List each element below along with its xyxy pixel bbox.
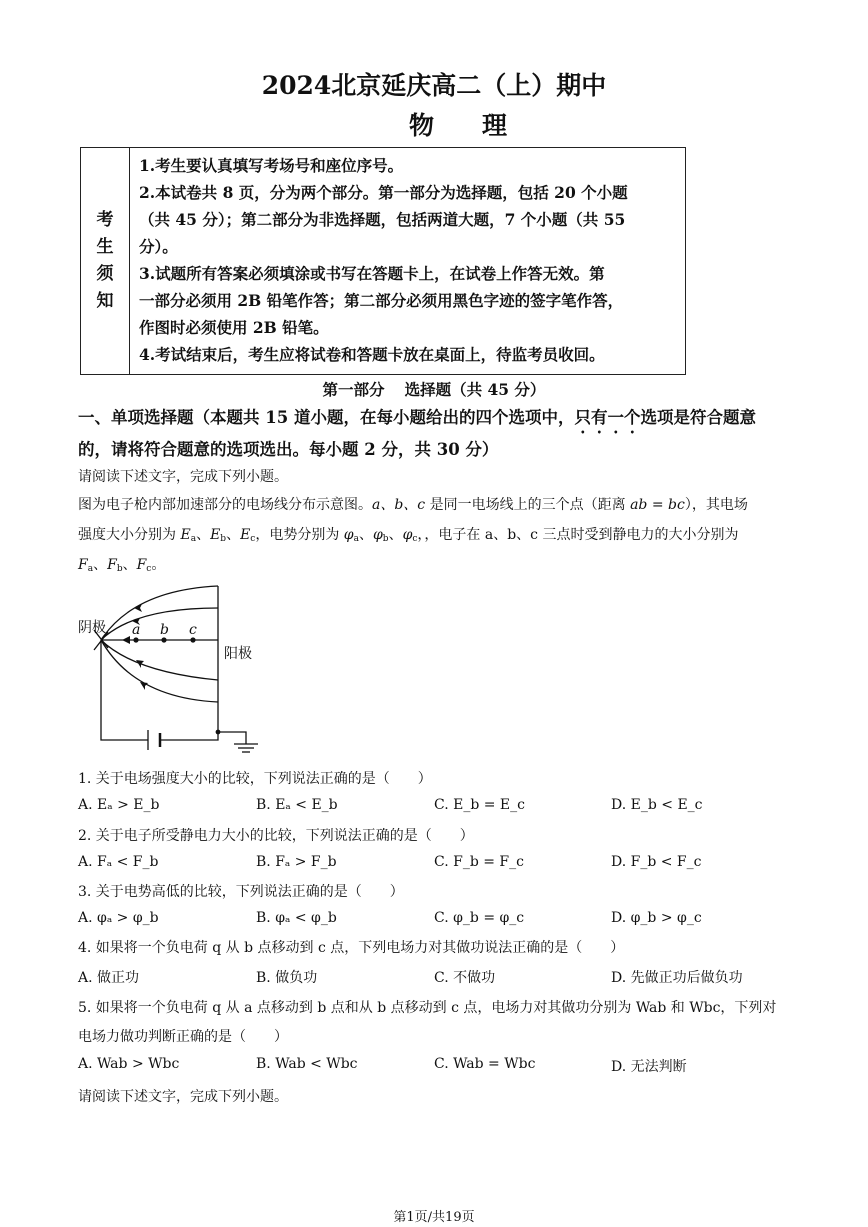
- point-b-label: b: [160, 622, 169, 638]
- junction-dot: [216, 730, 221, 735]
- arrow-icon: [122, 636, 130, 644]
- section-part: 第一部分: [322, 380, 385, 399]
- electric-field-diagram: [74, 580, 274, 760]
- option[interactable]: B. φₐ < φ_b: [256, 910, 337, 926]
- part1-heading-a: 一、单项选择题（本题共 15 道小题，在每小题给出的四个选项中，: [78, 408, 575, 427]
- option[interactable]: C. φ_b = φ_c: [434, 910, 525, 926]
- option[interactable]: A. Eₐ > E_b: [78, 797, 160, 813]
- part1-heading-emphasis: 只有一个: [574, 408, 641, 427]
- notice-side-label: [81, 148, 130, 374]
- option[interactable]: A. φₐ > φ_b: [78, 910, 159, 926]
- option[interactable]: C. E_b = E_c: [434, 797, 525, 813]
- passage-ab: ab: [630, 497, 648, 513]
- option[interactable]: D. 先做正功后做负功: [611, 970, 743, 986]
- field-line: [101, 640, 218, 680]
- passage-eq: =: [647, 497, 669, 513]
- option[interactable]: B. Eₐ < E_b: [256, 797, 338, 813]
- notice-line: （共 45 分）；第二部分为非选择题，包括两道大题，7 个小题（共 55: [139, 210, 626, 229]
- question-stem: 3. 关于电势高低的比较，下列说法正确的是（ ）: [78, 884, 404, 900]
- point-c-label: c: [189, 622, 197, 638]
- passage-text: ，电子在 a、b、c 三点时受到静电力的大小分别为: [424, 527, 739, 543]
- section-heading: [0, 378, 868, 400]
- exam-title: 2024北京延庆高二（上）期中: [261, 71, 607, 100]
- passage-bc: bc: [668, 497, 685, 513]
- part1-heading-b: 选项是符合题意: [640, 408, 756, 427]
- point-a-dot: [133, 637, 138, 642]
- arrow-icon: [134, 604, 142, 612]
- notice-side-char: 知: [96, 291, 114, 311]
- notice-line: 分）。: [139, 237, 178, 256]
- option[interactable]: A. 做正功: [78, 970, 140, 986]
- option[interactable]: A. Fₐ < F_b: [78, 854, 159, 870]
- passage-line3: Fa、Fb、Fc。: [78, 557, 166, 574]
- passage-text: ，电势分别为: [255, 527, 344, 543]
- question-stem: 1. 关于电场强度大小的比较，下列说法正确的是（ ）: [78, 771, 432, 787]
- option[interactable]: D. F_b < F_c: [611, 854, 702, 870]
- notice-side-char: 须: [96, 264, 114, 284]
- reading-intro: 请阅读下述文字，完成下列小题。: [78, 469, 288, 485]
- reading-outro: 请阅读下述文字，完成下列小题。: [78, 1089, 288, 1105]
- passage-text: 强度大小分别为: [78, 527, 181, 543]
- option[interactable]: B. 做负功: [256, 970, 318, 986]
- point-a-label: a: [132, 622, 141, 638]
- option[interactable]: C. 不做功: [434, 970, 496, 986]
- section-name: 选择题（共 45 分）: [404, 380, 546, 399]
- passage-text: 图为电子枪内部加速部分的电场线分布示意图。: [78, 497, 372, 513]
- option[interactable]: D. φ_b > φ_c: [611, 910, 702, 926]
- circuit-wire: [160, 732, 218, 740]
- passage-line2: 强度大小分别为 Ea、Eb、Ec，电势分别为 φa、φb、φc，，电子在 a、b、c 三点时受到静电力的大小分别为: [78, 527, 739, 544]
- notice-line: 作图时必须使用 2B 铅笔。: [139, 318, 329, 337]
- option[interactable]: C. Wab = Wbc: [434, 1056, 536, 1072]
- option[interactable]: B. Wab < Wbc: [256, 1056, 358, 1072]
- question-stem: 4. 如果将一个负电荷 q 从 b 点移动到 c 点，下列电场力对其做功说法正确的是（ ）: [78, 940, 625, 956]
- part1-heading-line2: 的，请将符合题意的选项选出。每小题 2 分，共 30 分）: [78, 440, 499, 459]
- option[interactable]: C. F_b = F_c: [434, 854, 524, 870]
- passage-text: ），其电场: [684, 497, 748, 513]
- question-stem: 5. 如果将一个负电荷 q 从 a 点移动到 b 点和从 b 点移动到 c 点，电场力对其做功分别为 Wab 和 Wbc，下列对: [78, 1000, 777, 1016]
- field-line: [101, 640, 218, 702]
- cathode-label: 阴极: [78, 620, 106, 636]
- notice-line: 一部分必须用 2B 铅笔作答；第二部分必须用黑色字迹的签字笔作答，: [139, 291, 624, 310]
- notice-line: 3.试题所有答案必须填涂或书写在答题卡上，在试卷上作答无效。第: [139, 264, 605, 283]
- anode-label: 阳极: [224, 646, 252, 662]
- part1-heading-line1: [78, 404, 756, 437]
- passage-points: a、b、c: [372, 497, 426, 513]
- option[interactable]: A. Wab > Wbc: [78, 1056, 180, 1072]
- notice-box: [80, 147, 686, 375]
- passage-line1: [78, 494, 748, 514]
- page-footer: 第1页/共19页: [393, 1210, 475, 1225]
- notice-line: 4.考试结束后，考生应将试卷和答题卡放在桌面上，待监考员收回。: [139, 345, 605, 364]
- notice-line: 1.考生要认真填写考场号和座位序号。: [139, 156, 404, 175]
- point-c-dot: [190, 637, 195, 642]
- option[interactable]: D. 无法判断: [611, 1059, 687, 1075]
- passage-text: 是同一电场线上的三个点（距离: [425, 497, 631, 513]
- question-stem: 2. 关于电子所受静电力大小的比较，下列说法正确的是（ ）: [78, 828, 474, 844]
- point-b-dot: [161, 637, 166, 642]
- ground-wire: [218, 732, 246, 744]
- option[interactable]: B. Fₐ > F_b: [256, 854, 337, 870]
- notice-line: 2.本试卷共 8 页，分为两个部分。第一部分为选择题，包括 20 个小题: [139, 183, 628, 202]
- notice-side-char: 考: [96, 210, 114, 230]
- circuit-wire: [101, 640, 148, 740]
- notice-side-char: 生: [96, 237, 114, 257]
- arrow-icon: [140, 682, 148, 690]
- question-stem-cont: 电场力做功判断正确的是（ ）: [78, 1029, 288, 1045]
- subject-title: 物理: [408, 111, 555, 140]
- option[interactable]: D. E_b < E_c: [611, 797, 703, 813]
- notice-text: [139, 152, 671, 368]
